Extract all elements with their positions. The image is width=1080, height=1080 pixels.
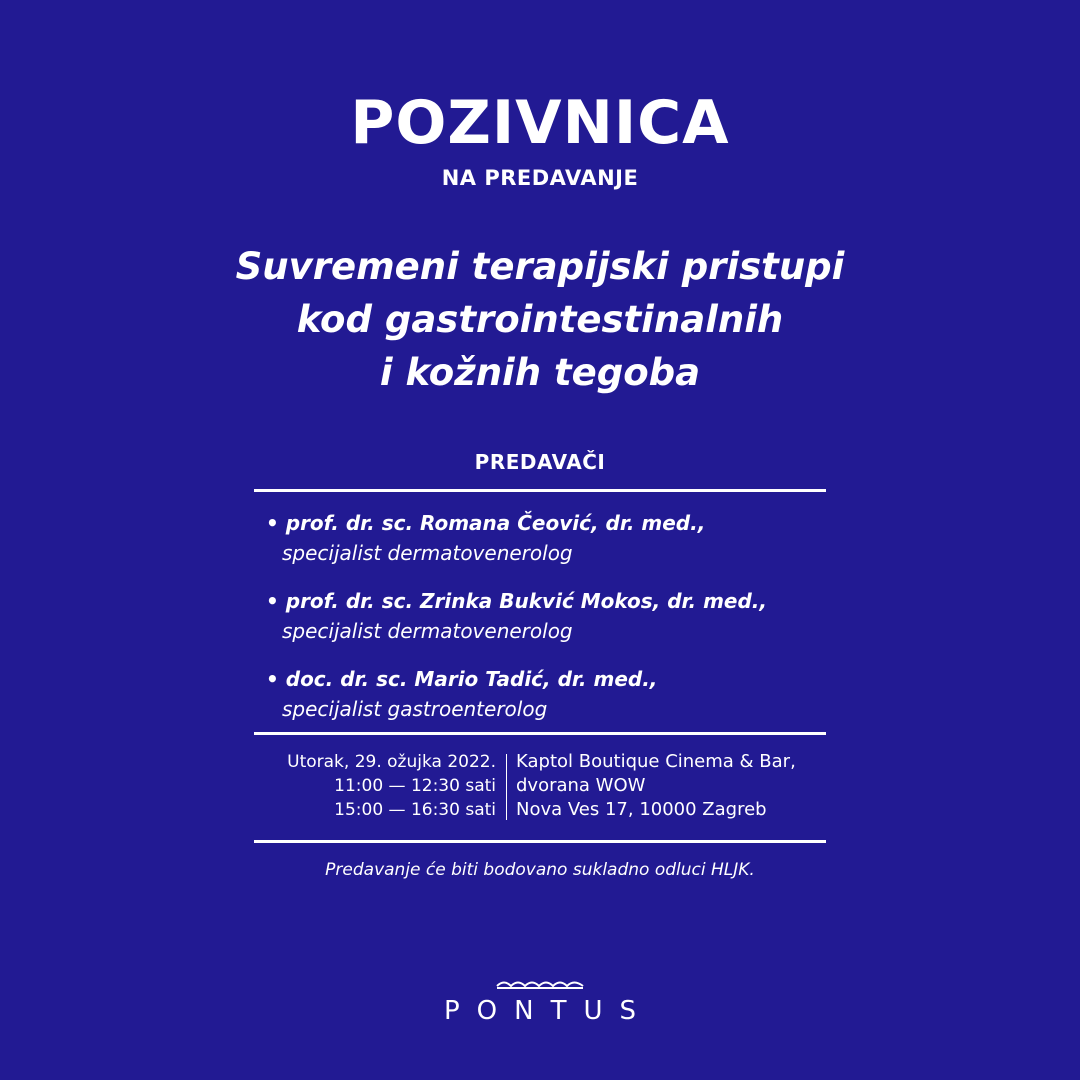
accreditation-note: Predavanje će biti bodovano sukladno odluci HLJK. bbox=[325, 860, 755, 880]
topic-line: i kožnih tegoba bbox=[379, 351, 701, 394]
lecture-topic bbox=[0, 240, 1080, 399]
event-date: Utorak, 29. ožujka 2022. bbox=[287, 752, 496, 772]
event-time: 11:00 — 12:30 sati bbox=[334, 776, 496, 796]
venue-address: Nova Ves 17, 10000 Zagreb bbox=[516, 799, 767, 820]
brand-logo bbox=[0, 978, 1080, 1026]
event-venue bbox=[516, 750, 796, 822]
event-schedule bbox=[254, 750, 496, 822]
speaker-role: specijalist dermatovenerolog bbox=[282, 619, 573, 643]
speaker-name: • prof. dr. sc. Romana Čeović, dr. med., bbox=[266, 511, 706, 535]
speaker-item bbox=[266, 586, 856, 646]
speakers-list bbox=[266, 508, 856, 742]
invitation-title: POZIVNICA bbox=[350, 88, 730, 158]
invitation-subtitle: NA PREDAVANJE bbox=[441, 166, 639, 190]
speaker-name: • doc. dr. sc. Mario Tadić, dr. med., bbox=[266, 667, 658, 691]
vertical-divider bbox=[506, 754, 507, 820]
speaker-name: • prof. dr. sc. Zrinka Bukvić Mokos, dr. med., bbox=[266, 589, 767, 613]
speaker-role: specijalist gastroenterolog bbox=[282, 697, 548, 721]
speakers-heading: PREDAVAČI bbox=[474, 450, 606, 474]
speaker-item bbox=[266, 664, 856, 724]
event-time: 15:00 — 16:30 sati bbox=[334, 800, 496, 820]
venue-name: Kaptol Boutique Cinema & Bar, bbox=[516, 751, 796, 772]
venue-room: dvorana WOW bbox=[516, 775, 646, 796]
speaker-item bbox=[266, 508, 856, 568]
topic-line: Suvremeni terapijski pristupi bbox=[235, 245, 845, 288]
speaker-role: specijalist dermatovenerolog bbox=[282, 541, 573, 565]
brand-name: PONTUS bbox=[443, 996, 653, 1026]
topic-line: kod gastrointestinalnih bbox=[296, 298, 784, 341]
crown-wave-icon bbox=[495, 978, 585, 990]
divider bbox=[254, 732, 826, 735]
divider bbox=[254, 840, 826, 843]
event-details bbox=[254, 750, 826, 824]
divider bbox=[254, 489, 826, 492]
